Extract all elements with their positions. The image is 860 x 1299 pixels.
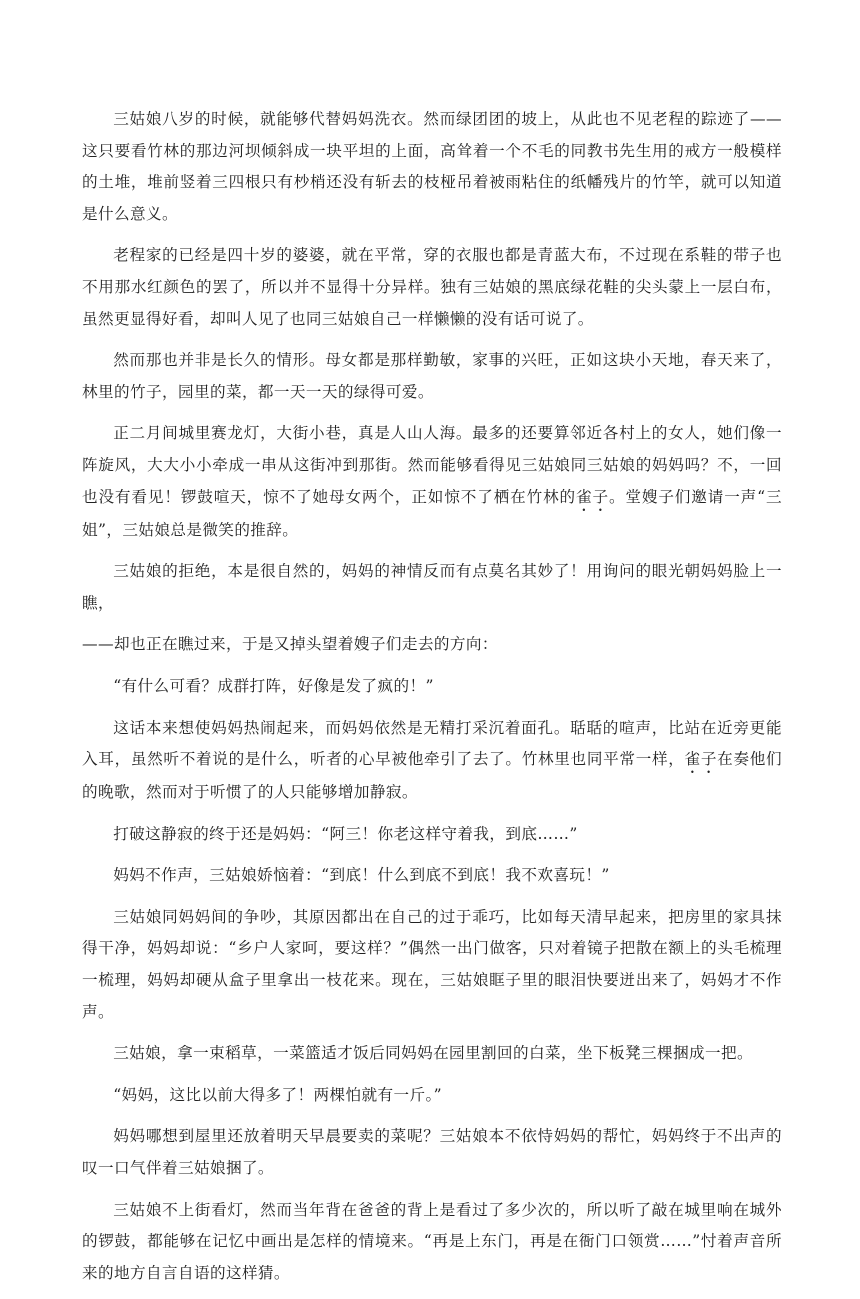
paragraph-4-text-after: 。堂嫂子们邀请一声“三姐”，三姑娘总是微笑的推辞。 xyxy=(82,487,782,539)
paragraph-8-text-before: 这话本来想使妈妈热闹起来，而妈妈依然是无精打采沉着面孔。聒聒的喧声，比站在近旁更能入耳，虽然听不着说的是什么，听者的心早被他牵引了去了。竹林里也同平常一样， xyxy=(82,718,782,769)
paragraph-2: 老程家的已经是四十岁的婆婆，就在平常，穿的衣服也都是青蓝大布，不过现在系鞋的带子也不用那水红颜色的罢了，所以并不显得十分异样。独有三姑娘的黑底绿花鞋的尖头蒙上一层白布，虽然更显得好看，却叫人见了也同三姑娘自己一样懒懒的没有话可说了。 xyxy=(82,246,782,328)
paragraph-10: 妈妈不作声，三姑娘娇恼着：“到底！什么到底不到底！我不欢喜玩！” xyxy=(113,866,610,885)
paragraph-5: 三姑娘的拒绝，本是很自然的，妈妈的神情反而有点莫名其妙了！用询问的眼光朝妈妈脸上一瞧， xyxy=(82,562,782,612)
paragraph-11: 三姑娘同妈妈间的争吵，其原因都出在自己的过于乖巧，比如每天清早起来，把房里的家具抹得干净，妈妈却说：“乡户人家呵，要这样？”偶然一出门做客，只对着镜子把散在额上的头毛梳理一梳理，妈妈却硬从盒子里拿出一枝花来。现在，三姑娘眶子里的眼泪快要迸出来了，妈妈才不作声。 xyxy=(82,907,782,1021)
paragraph-1: 三姑娘八岁的时候，就能够代替妈妈洗衣。然而绿团团的坡上，从此也不见老程的踪迹了——这只要看竹林的那边河坝倾斜成一块平坦的上面，高耸着一个不毛的同教书先生用的戒方一般模样的土堆，堆前竖着三四根只有杪梢还没有斩去的枝桠吊着被雨粘住的纸幡残片的竹竿，就可以知道是什么意义。 xyxy=(82,110,782,223)
emphasized-word: 雀子 xyxy=(684,750,718,769)
paragraph-8-text-after: 在奏他们的晚歌，然而对于听惯了的人只能够增加静寂。 xyxy=(82,750,782,802)
paragraph-14: 妈妈哪想到屋里还放着明天早晨要卖的菜呢？三姑娘本不依恃妈妈的帮忙，妈妈终于不出声的叹一口气伴着三姑娘捆了。 xyxy=(82,1127,782,1178)
paragraph-3: 然而那也并非是长久的情形。母女都是那样勤敏，家事的兴旺，正如这块小天地，春天来了，林里的竹子，园里的菜，都一天一天的绿得可爱。 xyxy=(82,351,782,401)
paragraph-13: “妈妈，这比以前大得多了！两棵怕就有一斤。” xyxy=(113,1085,443,1104)
paragraph-4 xyxy=(82,418,782,546)
paragraph-8 xyxy=(82,713,782,809)
paragraph-7: “有什么可看？成群打阵，好像是发了疯的！” xyxy=(113,676,434,695)
paragraph-4-text-before: 正二月间城里赛龙灯，大街小巷，真是人山人海。最多的还要算邻近各村上的女人，她们像一阵旋风，大大小小牵成一串从这街冲到那街。然而能够看得见三姑娘同三姑娘的妈妈吗？不，一回也没有看见！锣鼓喧天，惊不了她母女两个，正如惊不了栖在竹林的 xyxy=(82,424,782,506)
paragraph-9: 打破这静寂的终于还是妈妈：“阿三！你老这样守着我，到底……” xyxy=(113,824,578,843)
emphasized-word: 雀子 xyxy=(576,487,609,506)
paragraph-15: 三姑娘不上街看灯，然而当年背在爸爸的背上是看过了多少次的，所以听了敲在城里响在城外的锣鼓，都能够在记忆中画出是怎样的情境来。“再是上东门，再是在衙门口领赏……”忖着声音所来的地方自言自语的这样猜。 xyxy=(82,1200,782,1282)
document-body xyxy=(82,104,782,1299)
paragraph-6: ——却也正在瞧过来，于是又掉头望着嫂子们走去的方向： xyxy=(82,635,498,654)
paragraph-12: 三姑娘，拿一束稻草，一菜篮适才饭后同妈妈在园里割回的白菜，坐下板凳三棵捆成一把。 xyxy=(113,1044,753,1063)
